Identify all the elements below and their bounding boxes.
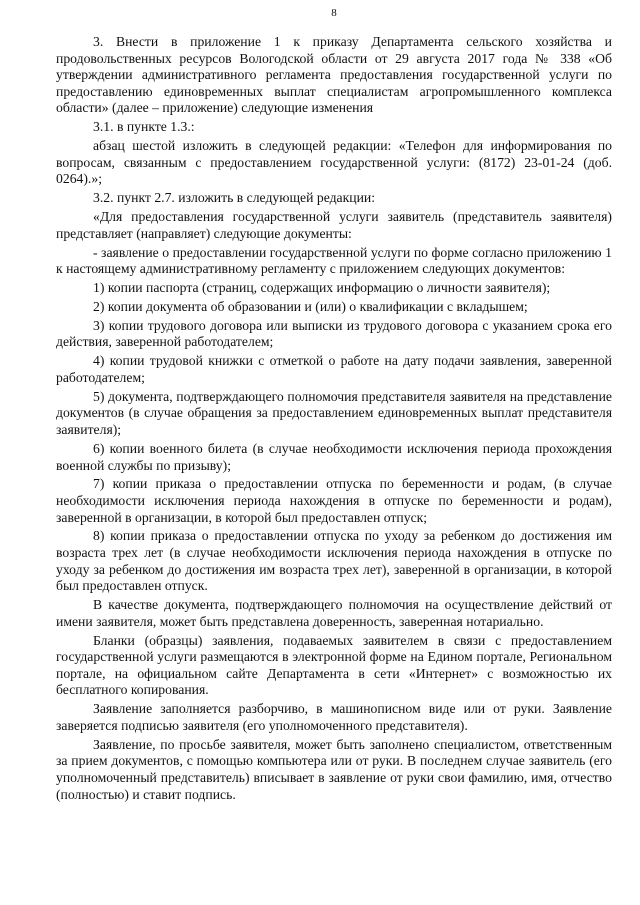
paragraph: В качестве документа, подтверждающего полномочия на осуществление действий от имени заявителя, может быть представлена доверенность, заверенная нотариально. [56,597,612,629]
paragraph: абзац шестой изложить в следующей редакции: «Телефон для информирования по вопросам, связанным с предоставлением государственной услуги: (8172) 23-01-24 (доб. 0264).»; [56,138,612,187]
paragraph: 1) копии паспорта (страниц, содержащих информацию о личности заявителя); [93,280,551,296]
paragraph: 6) копии военного билета (в случае необходимости исключения периода прохождения военной службы по призыву); [56,440,612,473]
page-number: 8 [331,7,337,19]
document-body [56,34,612,803]
paragraph: Бланки (образцы) заявления, подаваемых заявителем в связи с предоставлением государственной услуги размещаются в электронной форме на Едином портале, Региональном портале, на официальном сайте Департамента в сети «Интернет» с возможностью их бесплатного копирования. [56,632,612,698]
paragraph: 3) копии трудового договора или выписки из трудового договора с указанием срока его действия, заверенной работодателем; [56,317,612,350]
paragraph: 2) копии документа об образовании и (или) о квалификации с вкладышем; [93,298,528,314]
paragraph: 7) копии приказа о предоставлении отпуска по беременности и родам, (в случае необходимости исключения периода нахождения в отпуске по беременности и родам), заверенной в организации, в которой был предоставлен отпуск; [56,476,612,525]
paragraph: 5) документа, подтверждающего полномочия представителя заявителя на представление документов (в случае обращения за предоставлением единовременных выплат представителя заявителя); [56,388,612,438]
paragraph: 3. Внести в приложение 1 к приказу Департамента сельского хозяйства и продовольственных ресурсов Вологодской области от 29 августа 2017 года № 338 «Об утверждении административного регламента предоставления государственной услуги по предоставлению единовременных выплат специалистам агропромышленного комплекса области» (далее – приложение) следующие изменения [56,34,612,116]
paragraph: 8) копии приказа о предоставлении отпуска по уходу за ребенком до достижения им возраста трех лет (в случае необходимости исключения периода нахождения в отпуске по уходу за ребенком до достижения им возраста трех лет), заверенной в организации, в которой был предоставлен отпуск. [56,528,612,594]
paragraph: Заявление, по просьбе заявителя, может быть заполнено специалистом, ответственным за прием документов, с помощью компьютера или от руки. В последнем случае заявитель (его уполномоченный представитель) вписывает в заявление от руки свои фамилию, имя, отчество (полностью) и ставит подпись. [56,736,612,802]
paragraph: 3.1. в пункте 1.3.: [93,119,195,135]
paragraph: Заявление заполняется разборчиво, в машинописном виде или от руки. Заявление заверяется подписью заявителя (его уполномоченного представителя). [56,701,612,733]
paragraph: 3.2. пункт 2.7. изложить в следующей редакции: [93,190,376,206]
paragraph: «Для предоставления государственной услуги заявитель (представитель заявителя) представляет (направляет) следующие документы: [56,209,612,241]
paragraph: 4) копии трудовой книжки с отметкой о работе на дату подачи заявления, заверенной работодателем; [56,353,612,385]
paragraph: - заявление о предоставлении государственной услуги по форме согласно приложению 1 к настоящему административному регламенту с приложением следующих документов: [56,244,612,277]
